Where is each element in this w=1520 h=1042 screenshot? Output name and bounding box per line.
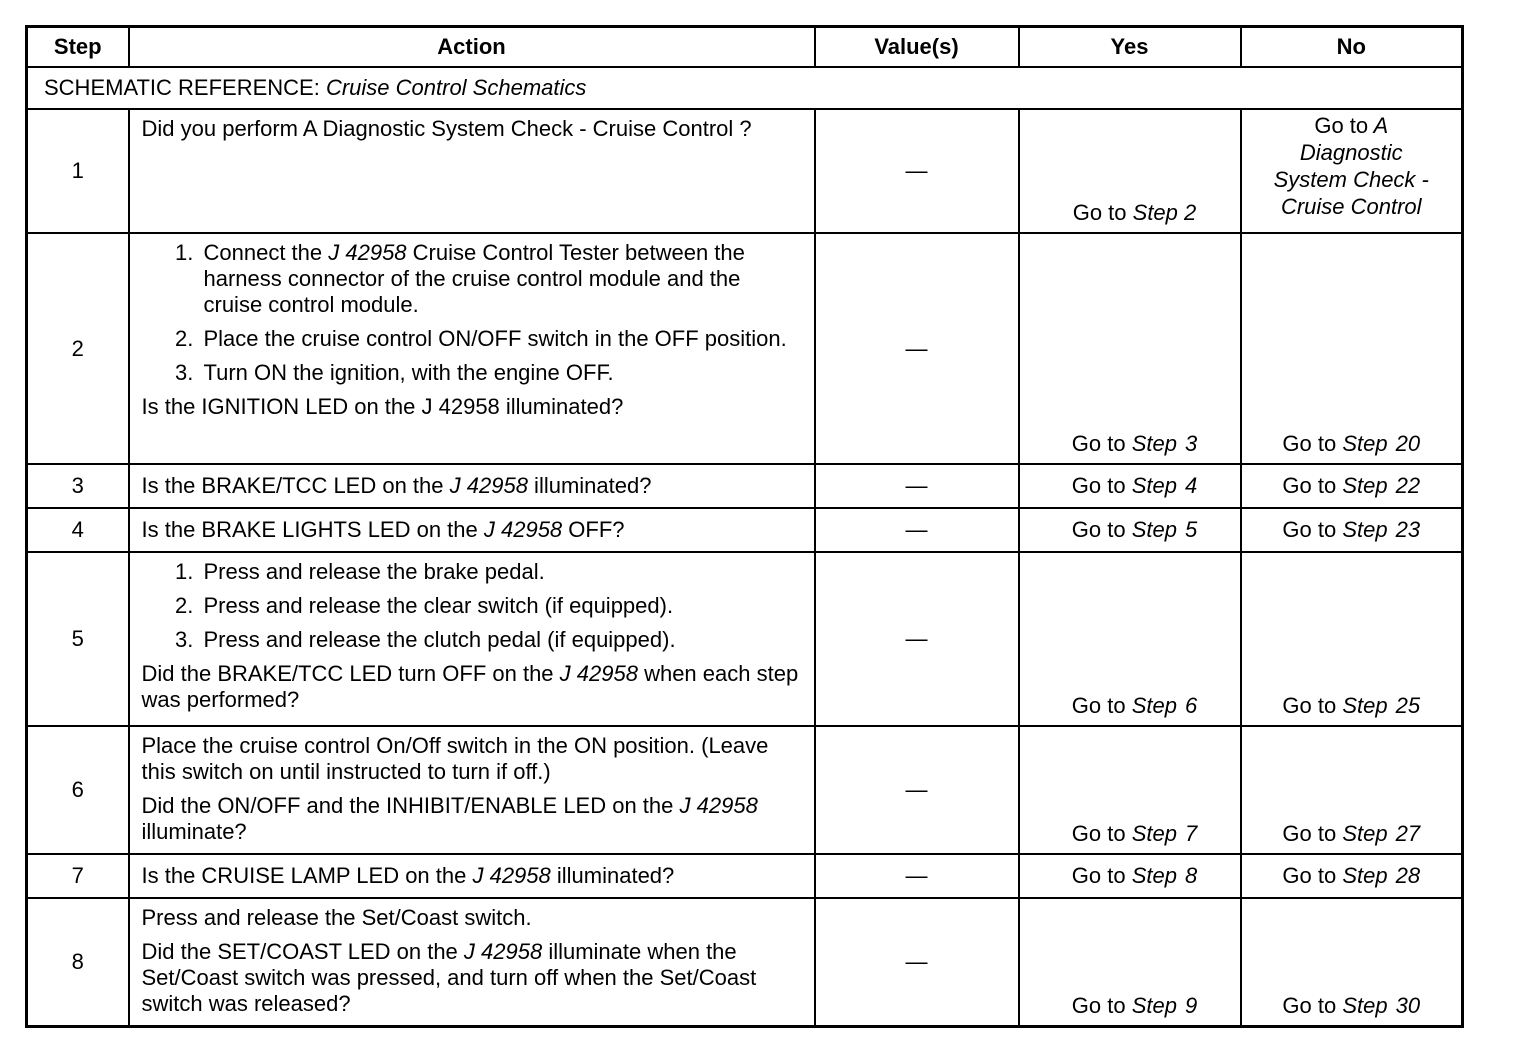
no-cell[interactable]: Go to Step 20: [1241, 233, 1463, 464]
step-number: 7: [27, 854, 129, 898]
step-number: 4: [27, 508, 129, 552]
step-number: 5: [27, 552, 129, 726]
step-number: 6: [27, 726, 129, 854]
value-cell: —: [815, 109, 1019, 233]
schematic-row: [27, 67, 1463, 109]
question-text: Is the IGNITION LED on the J 42958 illuminated?: [141, 394, 624, 419]
step-number: 3: [27, 464, 129, 508]
yes-cell[interactable]: Go to Step 4: [1019, 464, 1241, 508]
instruction-list: [142, 559, 804, 653]
yes-cell[interactable]: Go to Step 9: [1019, 898, 1241, 1027]
action-cell: Is the BRAKE/TCC LED on the J 42958 illuminated?: [129, 464, 815, 508]
table-row: [27, 726, 1463, 854]
table-row: [27, 508, 1463, 552]
table-row: [27, 854, 1463, 898]
value-cell: —: [815, 898, 1019, 1027]
yes-cell[interactable]: Go to Step 3: [1019, 233, 1241, 464]
header-no: No: [1241, 27, 1463, 68]
table-row: [27, 552, 1463, 726]
value-cell: —: [815, 726, 1019, 854]
question-text: Did the BRAKE/TCC LED turn OFF on the J 42958 when each step was performed?: [141, 661, 799, 712]
header-step: Step: [27, 27, 129, 68]
no-reference[interactable]: [1242, 112, 1462, 226]
no-cell[interactable]: Go to Step 22: [1241, 464, 1463, 508]
question-text: Did you perform A Diagnostic System Check - Cruise Control ?: [141, 116, 752, 141]
list-item: 3. Press and release the clutch pedal (if equipped).: [200, 627, 804, 653]
header-row: [27, 27, 1463, 68]
ref-line: System Check -: [1273, 167, 1429, 192]
yes-cell[interactable]: Go to Step 7: [1019, 726, 1241, 854]
schematic-link[interactable]: Cruise Control Schematics: [325, 75, 587, 100]
action-cell: [129, 233, 815, 464]
ref-line: Cruise Control: [1280, 194, 1422, 219]
ref-a: A: [1373, 113, 1389, 138]
ref-line: Diagnostic: [1299, 140, 1403, 165]
goto-text: Go to: [1072, 200, 1127, 225]
step-link[interactable]: Step: [1132, 200, 1178, 225]
goto-text: Go to: [1314, 113, 1369, 138]
action-cell: Is the CRUISE LAMP LED on the J 42958 illuminated?: [129, 854, 815, 898]
step-number: 1: [27, 109, 129, 233]
no-cell[interactable]: Go to Step 25: [1241, 552, 1463, 726]
action-cell: [129, 898, 815, 1027]
no-cell[interactable]: [1241, 109, 1463, 233]
no-cell[interactable]: Go to Step 23: [1241, 508, 1463, 552]
action-cell: [129, 726, 815, 854]
value-cell: —: [815, 854, 1019, 898]
instruction-list: [142, 240, 804, 386]
value-cell: —: [815, 552, 1019, 726]
value-cell: —: [815, 508, 1019, 552]
schematic-reference: [27, 67, 1463, 109]
yes-cell[interactable]: Go to Step 8: [1019, 854, 1241, 898]
list-item: 1. Press and release the brake pedal.: [200, 559, 804, 585]
list-item: 1. Connect the J 42958 Cruise Control Tester between the harness connector of the cruise control module and the cruise control module.: [200, 240, 804, 318]
list-item: 2. Place the cruise control ON/OFF switch in the OFF position.: [200, 326, 804, 352]
diagnostic-table: [25, 25, 1464, 1028]
step-number: 8: [27, 898, 129, 1027]
question-text: Did the SET/COAST LED on the J 42958 illuminate when the Set/Coast switch was pressed, and turn off when the Set/Coast switch was released?: [141, 939, 757, 1016]
header-yes: Yes: [1019, 27, 1241, 68]
instruction-text: Place the cruise control On/Off switch in the ON position. (Leave this switch on until instructed to turn if off.): [141, 733, 769, 784]
list-item: 2. Press and release the clear switch (if equipped).: [200, 593, 804, 619]
value-cell: —: [815, 233, 1019, 464]
schematic-label: SCHEMATIC REFERENCE:: [44, 75, 320, 100]
no-cell[interactable]: Go to Step 27: [1241, 726, 1463, 854]
header-action: Action: [129, 27, 815, 68]
value-cell: —: [815, 464, 1019, 508]
table-row: [27, 109, 1463, 233]
step-number: 2: [27, 233, 129, 464]
yes-cell[interactable]: Go to Step 5: [1019, 508, 1241, 552]
action-cell: [129, 109, 815, 233]
table-row: [27, 898, 1463, 1027]
no-cell[interactable]: Go to Step 30: [1241, 898, 1463, 1027]
question-text: Did the ON/OFF and the INHIBIT/ENABLE LED on the J 42958 illuminate?: [141, 793, 758, 844]
yes-cell[interactable]: Go to Step 6: [1019, 552, 1241, 726]
action-cell: [129, 552, 815, 726]
yes-cell[interactable]: [1019, 109, 1241, 233]
list-item: 3. Turn ON the ignition, with the engine OFF.: [200, 360, 804, 386]
table-row: [27, 464, 1463, 508]
table-row: [27, 233, 1463, 464]
no-cell[interactable]: Go to Step 28: [1241, 854, 1463, 898]
step-number-link[interactable]: 2: [1184, 200, 1197, 225]
header-values: Value(s): [815, 27, 1019, 68]
instruction-text: Press and release the Set/Coast switch.: [141, 905, 532, 930]
action-cell: Is the BRAKE LIGHTS LED on the J 42958 OFF?: [129, 508, 815, 552]
